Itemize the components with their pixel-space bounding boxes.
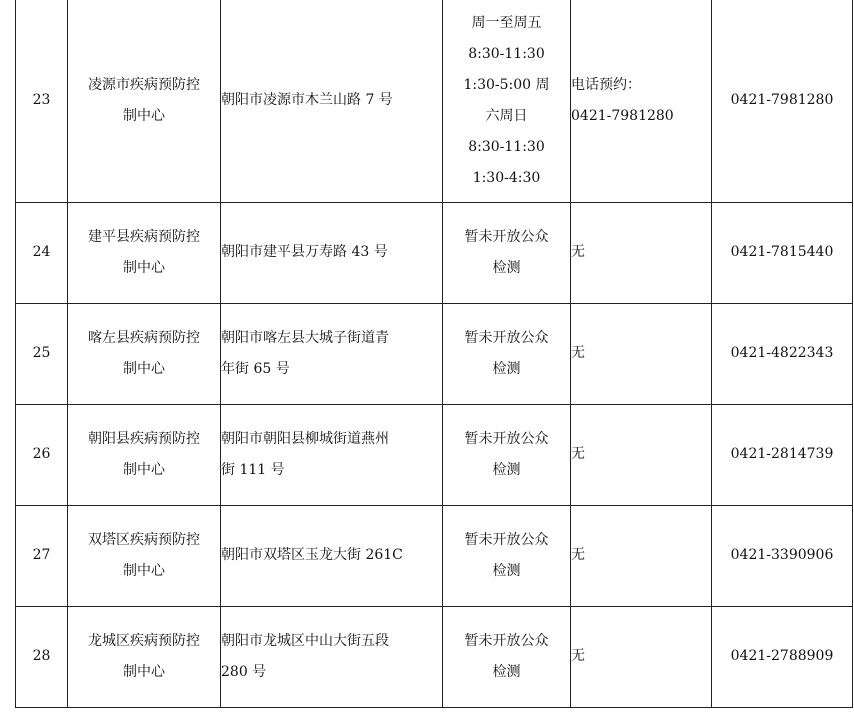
service-hours: 暂未开放公众 检测 (443, 202, 571, 303)
service-hours: 周一至周五 8:30-11:30 1:30-5:00 周 六周日 8:30-11:30 1:30-4:30 (443, 0, 571, 202)
address: 朝阳市龙城区中山大街五段 280 号 (221, 606, 443, 707)
cdc-testing-table (15, 0, 853, 708)
table-row (16, 202, 853, 303)
table-row (16, 303, 853, 404)
appointment-method: 无 (571, 606, 712, 707)
contact-phone: 0421-7815440 (712, 202, 853, 303)
institution-name: 喀左县疾病预防控 制中心 (68, 303, 221, 404)
contact-phone: 0421-4822343 (712, 303, 853, 404)
institution-name: 双塔区疾病预防控 制中心 (68, 505, 221, 606)
contact-phone: 0421-3390906 (712, 505, 853, 606)
table-row (16, 404, 853, 505)
address: 朝阳市凌源市木兰山路 7 号 (221, 0, 443, 202)
contact-phone: 0421-7981280 (712, 0, 853, 202)
appointment-method: 无 (571, 404, 712, 505)
service-hours: 暂未开放公众 检测 (443, 606, 571, 707)
row-index: 23 (16, 0, 68, 202)
address: 朝阳市双塔区玉龙大街 261C (221, 505, 443, 606)
appointment-method: 无 (571, 505, 712, 606)
institution-name: 建平县疾病预防控 制中心 (68, 202, 221, 303)
appointment-method: 电话预约： 0421-7981280 (571, 0, 712, 202)
appointment-method: 无 (571, 303, 712, 404)
table-row (16, 505, 853, 606)
address: 朝阳市建平县万寿路 43 号 (221, 202, 443, 303)
address: 朝阳市喀左县大城子街道青 年街 65 号 (221, 303, 443, 404)
institution-name: 龙城区疾病预防控 制中心 (68, 606, 221, 707)
row-index: 25 (16, 303, 68, 404)
service-hours: 暂未开放公众 检测 (443, 404, 571, 505)
contact-phone: 0421-2788909 (712, 606, 853, 707)
row-index: 26 (16, 404, 68, 505)
institution-name: 凌源市疾病预防控 制中心 (68, 0, 221, 202)
service-hours: 暂未开放公众 检测 (443, 505, 571, 606)
row-index: 27 (16, 505, 68, 606)
address: 朝阳市朝阳县柳城街道燕州 街 111 号 (221, 404, 443, 505)
table-row (16, 0, 853, 202)
appointment-method: 无 (571, 202, 712, 303)
row-index: 28 (16, 606, 68, 707)
row-index: 24 (16, 202, 68, 303)
service-hours: 暂未开放公众 检测 (443, 303, 571, 404)
contact-phone: 0421-2814739 (712, 404, 853, 505)
institution-name: 朝阳县疾病预防控 制中心 (68, 404, 221, 505)
table-row (16, 606, 853, 707)
